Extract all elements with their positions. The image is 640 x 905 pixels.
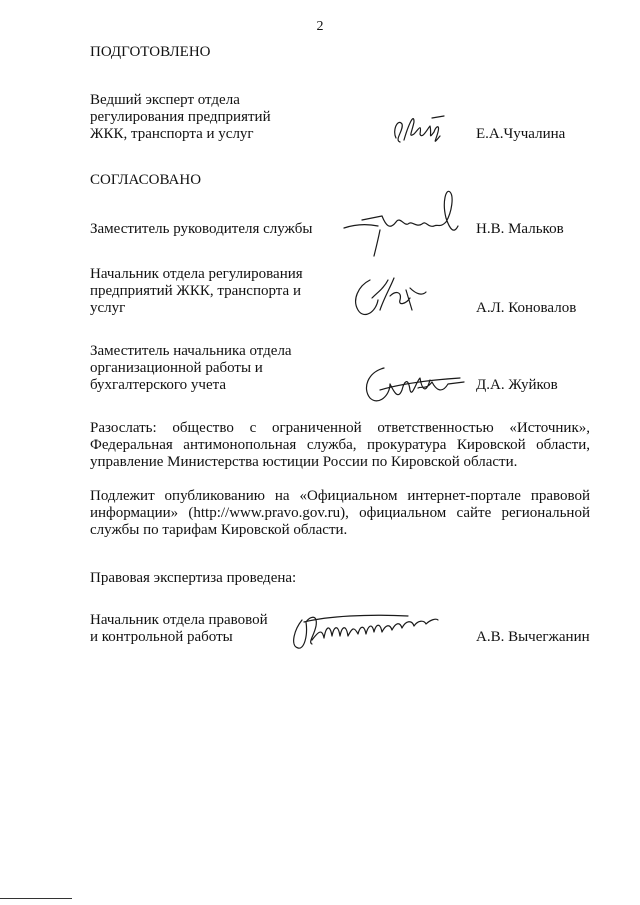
agreed-position-3: Заместитель начальника отдела организационной работы и бухгалтерского учета — [90, 343, 292, 393]
signature-malkov — [342, 186, 474, 260]
agreed-position-1: Заместитель руководителя службы — [90, 221, 313, 237]
publication-paragraph: Подлежит опубликованию на «Официальном интернет-портале правовой информации» (http://www.pravo.gov.ru), официальном сайте региональной службы по тарифам Кировской области. — [90, 488, 590, 538]
agreed-name-3: Д.А. Жуйков — [476, 377, 558, 393]
agreed-position-2: Начальник отдела регулирования предприятий ЖКК, транспорта и услуг — [90, 266, 303, 316]
distribution-paragraph: Разослать: общество с ограниченной ответственностью «Источник», Федеральная антимонопольная служба, прокуратура Кировской области, управление Министерства юстиции России по Кировской области. — [90, 420, 590, 470]
agreed-name-1: Н.В. Мальков — [476, 221, 564, 237]
prepared-heading: ПОДГОТОВЛЕНО — [90, 44, 211, 60]
legal-review-name: А.В. Вычегжанин — [476, 629, 590, 645]
prepared-name: Е.А.Чучалина — [476, 126, 566, 142]
legal-review-position: Начальник отдела правовой и контрольной работы — [90, 612, 268, 645]
footer-divider — [0, 898, 72, 899]
signature-zhuikov — [360, 360, 470, 410]
legal-review-heading: Правовая экспертиза проведена: — [90, 570, 297, 586]
signature-chuchalina — [388, 104, 450, 148]
signature-vychegzhanin — [288, 606, 442, 656]
agreed-heading: СОГЛАСОВАНО — [90, 172, 202, 188]
signature-konovalov — [350, 270, 430, 322]
agreed-name-2: А.Л. Коновалов — [476, 300, 577, 316]
page-number: 2 — [316, 19, 324, 34]
prepared-position: Ведший эксперт отдела регулирования предприятий ЖКК, транспорта и услуг — [90, 92, 271, 142]
